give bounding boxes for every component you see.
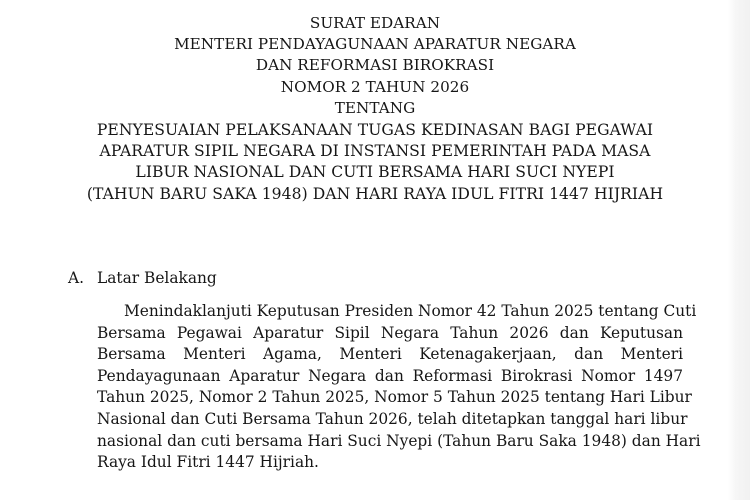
paragraph-line: Bersama Pegawai Aparatur Sipil Negara Tahun 2026 dan Keputusan [97, 323, 683, 342]
paragraph-line: Menindaklanjuti Keputusan Presiden Nomor 42 Tahun 2025 tentang Cuti [124, 302, 697, 320]
subject-line-1: PENYESUAIAN PELAKSANAAN TUGAS KEDINASAN BAGI PEGAWAI [96, 121, 654, 140]
document-number: NOMOR 2 TAHUN 2026 [280, 77, 470, 96]
body-paragraph [97, 301, 701, 474]
paragraph-line: Raya Idul Fitri 1447 Hijriah. [97, 453, 319, 472]
issuing-authority-line-1: MENTERI PENDAYAGUNAAN APARATUR NEGARA [174, 35, 576, 54]
paragraph-line: Nasional dan Cuti Bersama Tahun 2026, telah ditetapkan tanggal hari libur [97, 409, 688, 428]
subject-line-2: APARATUR SIPIL NEGARA DI INSTANSI PEMERINTAH PADA MASA [99, 142, 651, 161]
paragraph-line: Pendayagunaan Aparatur Negara dan Reformasi Birokrasi Nomor 1497 [97, 366, 683, 385]
paragraph-line: Bersama Menteri Agama, Menteri Ketenagakerjaan, dan Menteri [97, 345, 683, 364]
section-title: Latar Belakang [97, 269, 217, 287]
section-heading [68, 268, 217, 289]
subject-line-3: LIBUR NASIONAL DAN CUTI BERSAMA HARI SUCI NYEPI [135, 163, 615, 182]
document-title-block [60, 13, 690, 205]
paragraph-line: Tahun 2025, Nomor 2 Tahun 2025, Nomor 5 Tahun 2025 tentang Hari Libur [97, 388, 692, 407]
about-label: TENTANG [334, 98, 416, 117]
subject-line-4: (TAHUN BARU SAKA 1948) DAN HARI RAYA IDUL FITRI 1447 HIJRIAH [86, 184, 664, 203]
section-marker: A. [68, 269, 85, 287]
page-edge-shadow [728, 0, 750, 500]
issuing-authority-line-2: DAN REFORMASI BIROKRASI [255, 56, 495, 75]
document-type: SURAT EDARAN [309, 14, 441, 32]
paragraph-line: nasional dan cuti bersama Hari Suci Nyepi (Tahun Baru Saka 1948) dan Hari [97, 431, 701, 450]
